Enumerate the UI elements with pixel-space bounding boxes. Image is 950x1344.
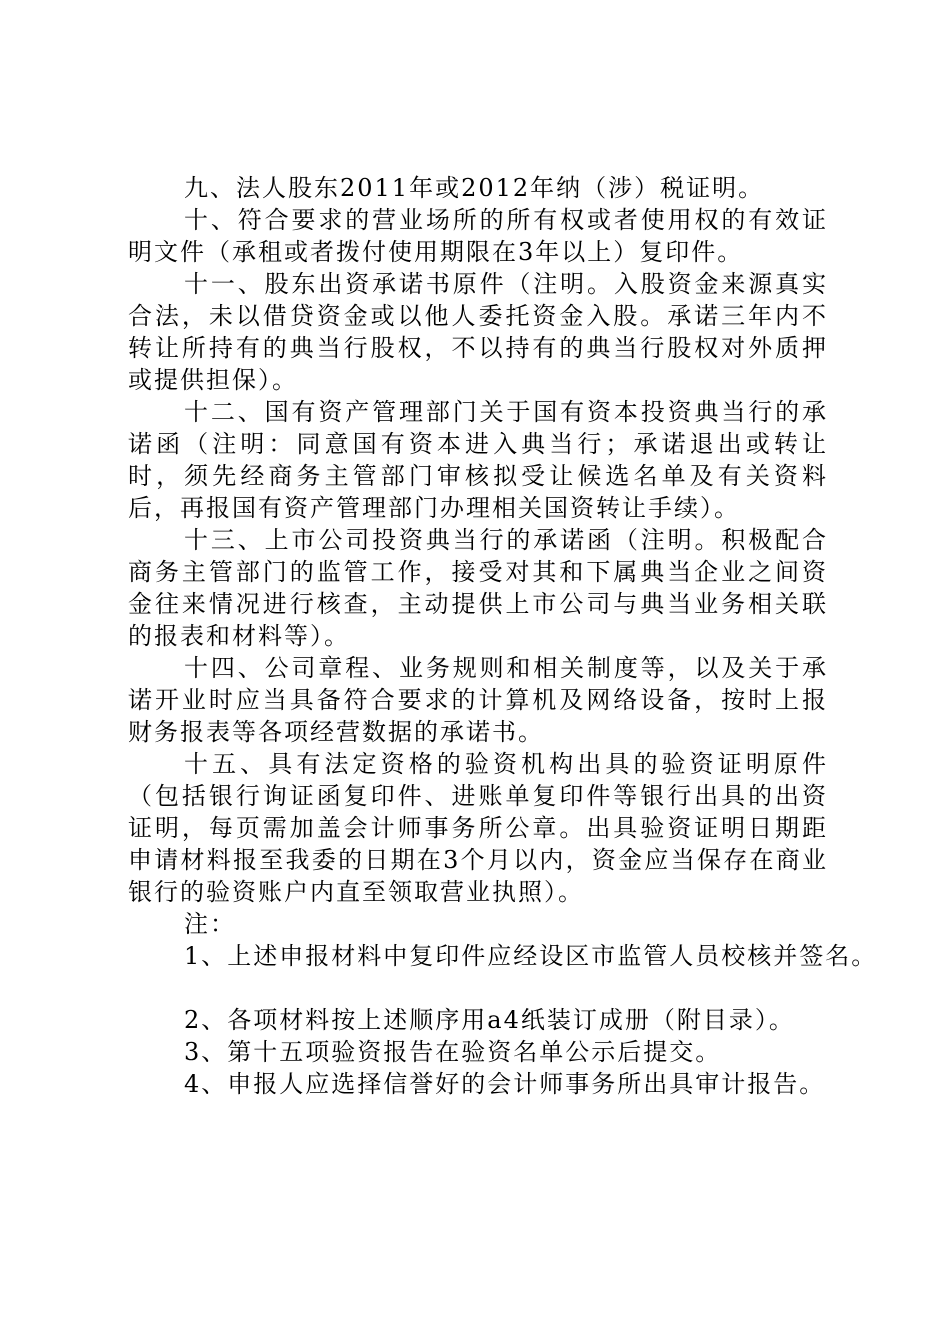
paragraph-item-15: 十五、具有法定资格的验资机构出具的验资证明原件（包括银行询证函复印件、进账单复印件等银行出具的出资证明，每页需加盖会计师事务所公章。出具验资证明日期距申请材料报至我委的日期在3个月以内，资金应当保存在商业银行的验资账户内直至领取营业执照）。 — [128, 750, 828, 906]
note-item-3: 3、第十五项验资报告在验资名单公示后提交。 — [184, 1038, 722, 1066]
note-item-4: 4、申报人应选择信誉好的会计师事务所出具审计报告。 — [184, 1070, 826, 1098]
notes-heading: 注： — [184, 910, 236, 938]
paragraph-item-12: 十二、国有资产管理部门关于国有资本投资典当行的承诺函（注明：同意国有资本进入典当行；承诺退出或转让时，须先经商务主管部门审核拟受让候选名单及有关资料后，再报国有资产管理部门办理相关国资转让手续）。 — [128, 398, 828, 522]
paragraph-item-10: 十、符合要求的营业场所的所有权或者使用权的有效证明文件（承租或者拨付使用期限在3年以上）复印件。 — [128, 206, 828, 266]
note-item-1: 1、上述申报材料中复印件应经设区市监管人员校核并签名。 — [184, 942, 878, 970]
paragraph-item-9: 九、法人股东2011年或2012年纳（涉）税证明。 — [184, 174, 765, 202]
paragraph-item-14: 十四、公司章程、业务规则和相关制度等，以及关于承诺开业时应当具备符合要求的计算机及网络设备，按时上报财务报表等各项经营数据的承诺书。 — [128, 654, 828, 746]
note-item-2: 2、各项材料按上述顺序用a4纸装订成册（附目录）。 — [184, 1006, 795, 1034]
document-body — [128, 172, 878, 1100]
blank-line — [128, 972, 828, 1004]
paragraph-item-13: 十三、上市公司投资典当行的承诺函（注明。积极配合商务主管部门的监管工作，接受对其和下属典当企业之间资金往来情况进行核查，主动提供上市公司与典当业务相关联的报表和材料等）。 — [128, 526, 828, 650]
paragraph-item-11: 十一、股东出资承诺书原件（注明。入股资金来源真实合法，未以借贷资金或以他人委托资金入股。承诺三年内不转让所持有的典当行股权，不以持有的典当行股权对外质押或提供担保）。 — [128, 270, 828, 394]
